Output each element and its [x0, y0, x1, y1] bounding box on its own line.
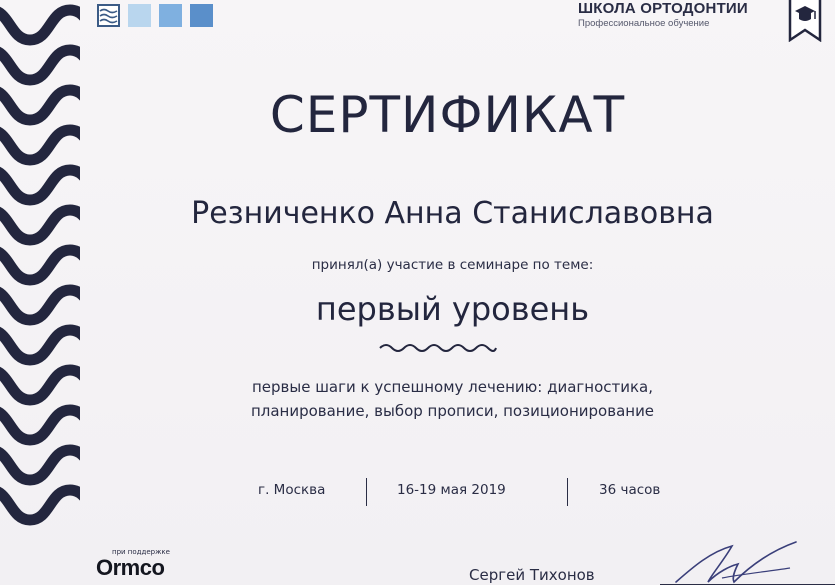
school-subtitle: Профессиональное обучение — [578, 18, 710, 29]
description-line-2: планирование, выбор прописи, позиционирование — [250, 402, 655, 420]
seminar-topic: первый уровень — [315, 290, 590, 328]
dates: 16-19 мая 2019 — [397, 482, 506, 498]
mid-blue-square — [159, 4, 182, 27]
decorative-squiggle — [378, 340, 498, 356]
light-blue-square — [128, 4, 151, 27]
hours: 36 часов — [599, 482, 661, 498]
description-line-1: первые шаги к успешному лечению: диагностика, — [251, 378, 654, 396]
city: г. Москва — [258, 482, 326, 498]
sponsor-label: при поддержке — [112, 548, 170, 556]
seminar-description — [0, 375, 835, 423]
school-header — [578, 0, 748, 29]
blue-square — [190, 4, 213, 27]
school-logo-squares — [97, 4, 213, 27]
wave-square-icon — [97, 4, 120, 27]
handwritten-signature — [672, 538, 802, 585]
school-name: ШКОЛА ОРТОДОНТИИ — [578, 0, 748, 17]
signer-name: Сергей Тихонов — [469, 566, 595, 584]
recipient-name: Резниченко Анна Станиславовна — [191, 196, 714, 231]
graduation-cap-icon — [788, 0, 822, 42]
participation-text: принял(а) участие в семинаре по теме: — [311, 257, 594, 273]
ormco-logo: Ormco — [96, 555, 165, 580]
divider — [366, 478, 367, 506]
certificate-title: СЕРТИФИКАТ — [269, 86, 626, 144]
divider — [567, 478, 568, 506]
seminar-details — [0, 478, 835, 508]
